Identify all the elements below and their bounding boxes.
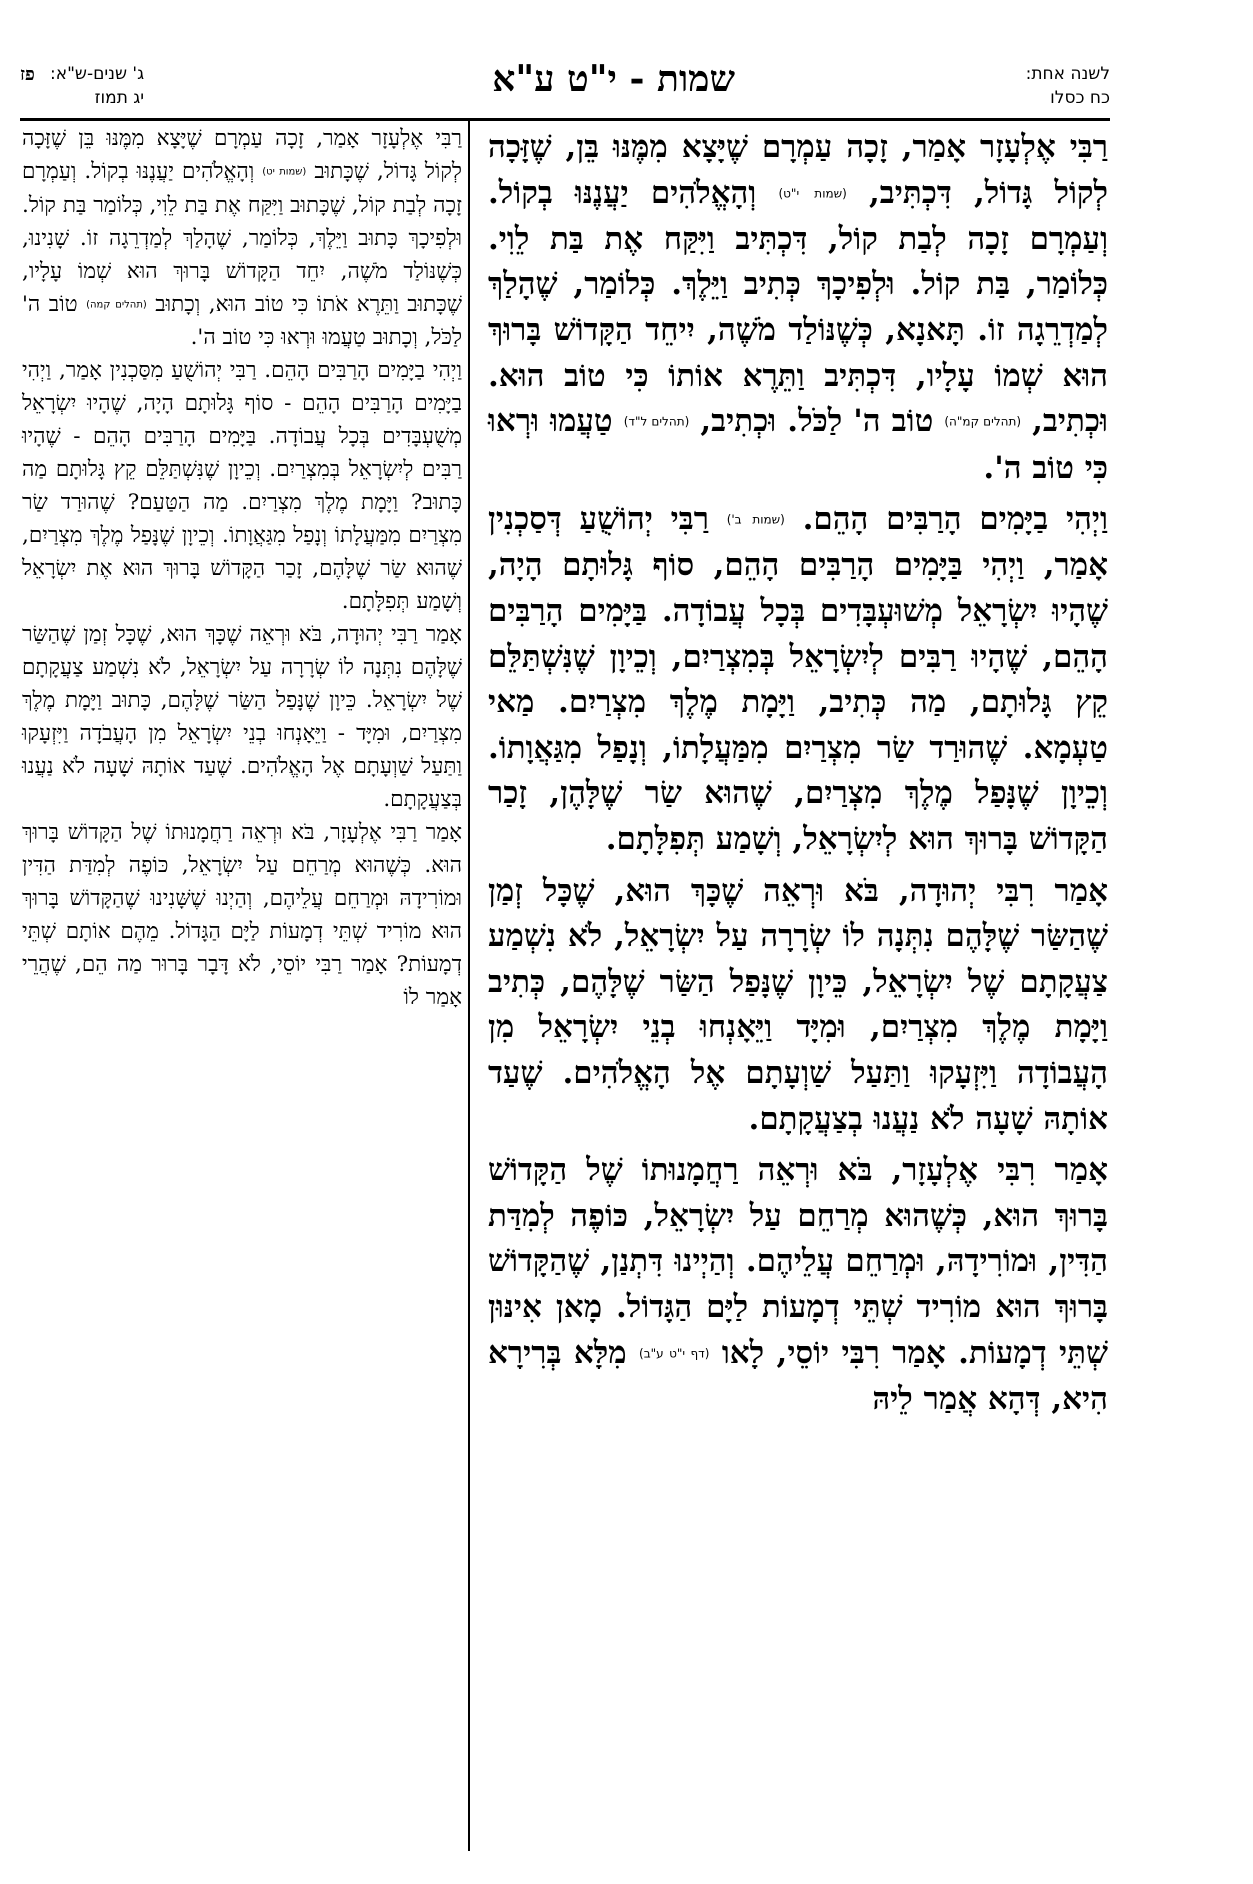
main-paragraph-3 — [488, 869, 1108, 1143]
page-title: שמות - י"ט ע"א — [492, 58, 735, 100]
page-number: פז — [20, 64, 35, 85]
main-text-column — [488, 125, 1108, 1422]
main-p1-text: רַבִּי אֶלְעָזָר אָמַר, זָכָה עַמְרָם שֶׁיָּצָא מִמֶּנּוּ בֵּן, שֶׁזָּכָה לְקוֹל גָּדוֹל, דִּכְתִּיב, — [488, 129, 1108, 211]
side-paragraph-3 — [22, 618, 462, 816]
main-p1-source-ref2: (תהלים קמ"ה) — [944, 414, 1022, 429]
main-paragraph-2 — [488, 497, 1108, 862]
main-p2-text2: רַבִּי יְהוֹשֻׁעַ דְּסַכְנִין אָמַר, וַיְהִי בַּיָּמִים הָרַבִּים הָהֵם, סוֹף גָּלוּתָם הָיָה, שֶׁהָיוּ יִשְׂרָאֵל מְשׁוּעְבָּדִים בְּכָל עֲבוֹדָה. בַּיָּמִים הָרַבִּים הָהֵם, שֶׁהָיוּ רַבִּים לְיִשְׂרָאֵל בְּמִצְרַיִם, וְכֵיוָן שֶׁנִּשְׁתַּלֵּם קֵץ גָּלוּתָם, מַה כְּתִיב, וַיָּמָת מֶלֶךְ מִצְרַיִם. מַאי טַעְמָא. שֶׁהוּרַד שַׂר מִצְרַיִם מִמַּעֲלָתוֹ, וְנָפַל מִגַּאֲוָתוֹ. וְכֵיוָן שֶׁנָּפַל מֶלֶךְ מִצְרַיִם, שֶׁהוּא שַׂר שֶׁלָּהֶן, זָכַר הַקָּדוֹשׁ בָּרוּךְ הוּא לְיִשְׂרָאֵל, וְשָׁמַע תְּפִלָּתָם. — [488, 501, 1108, 858]
main-paragraph-4 — [488, 1148, 1108, 1422]
translation-column — [22, 122, 462, 1014]
side-p1-source-ref2: (תהלים קמה) — [86, 299, 147, 310]
header-divider — [20, 118, 1110, 121]
main-p1-source-ref3: (תהלים ל"ד) — [623, 414, 690, 429]
side-paragraph-4 — [22, 816, 462, 1014]
main-p1-text3: טוֹב ה' לַכֹּל. וּכְתִיב, — [700, 403, 934, 440]
header-right-line2: כח כסלו — [1050, 88, 1110, 108]
side-paragraph-2 — [22, 354, 462, 618]
side-p2-text: וַיְהִי בַיָּמִים הָרַבִּים הָהֵם. רַבִּי יְהוֹשֻׁעַ מִסַּכְנִין אָמַר, וַיְהִי בַיָּמִים הָרַבִּים הָהֵם - סוֹף גָּלוּתָם הָיָה, שֶׁהָיוּ יִשְׂרָאֵל מְשֻׁעְבָּדִים בְּכָל עֲבוֹדָה. בַּיָּמִים הָרַבִּים הָהֵם - שֶׁהָיוּ רַבִּים לְיִשְׂרָאֵל בְּמִצְרַיִם. וְכֵיוָן שֶׁנִּשְׁתַּלֵּם קֵץ גָּלוּתָם מַה כָּתוּב? וַיָּמָת מֶלֶךְ מִצְרַיִם. מַה הַטַּעַם? שֶׁהוּרַד שַׂר מִצְרַיִם מִמַּעֲלָתוֹ וְנָפַל מִגַּאֲוָתוֹ. וְכֵיוָן שֶׁנָּפַל מֶלֶךְ מִצְרַיִם, שֶׁהוּא שַׂר שֶׁלָּהֶם, זָכַר הַקָּדוֹשׁ בָּרוּךְ הוּא אֶת יִשְׂרָאֵל וְשָׁמַע תְּפִלָּתָם. — [22, 358, 462, 614]
header-left-line2: יג תמוז — [94, 88, 145, 108]
page-header — [20, 58, 1110, 118]
header-left-line1: ג' שנים-ש"א: — [50, 64, 145, 84]
side-p1-text2: וְהָאֱלֹהִים יַעֲנֶנּוּ בְקוֹל. וְעַמְרָם זָכָה לְבַת קוֹל, שֶׁכָּתוּב וַיִּקַּח אֶת בַּת לֵוִי, כְּלוֹמַר בַּת קוֹל. וּלְפִיכָךְ כָּתוּב וַיֵּלֶךְ, כְּלוֹמַר, שֶׁהָלַךְ לְמַדְרֵגָה זוֹ. שָׁנִינוּ, כְּשֶׁנּוֹלַד מֹשֶׁה, יִחֵד הַקָּדוֹשׁ בָּרוּךְ הוּא שְׁמוֹ עָלָיו, שֶׁכָּתוּב וַתֵּרֶא אֹתוֹ כִּי טוֹב הוּא, וְכָתוּב — [22, 159, 463, 317]
header-right-line1: לשנה אחת: — [1025, 64, 1110, 84]
main-p4-text: אָמַר רִבִּי אֶלְעָזָר, בֹּא וּרְאֵה רַחֲמָנוּתוֹ שֶׁל הַקָּדוֹשׁ בָּרוּךְ הוּא, כְּשֶׁהוּא מְרַחֵם עַל יִשְׂרָאֵל, כּוֹפֶה לְמִדַּת הַדִּין, וּמוֹרִידָהּ, וּמְרַחֵם עֲלֵיהֶם. וְהַיְינוּ דִּתְנַן, שֶׁהַקָּדוֹשׁ בָּרוּךְ הוּא מוֹרִיד שְׁתֵּי דְמָעוֹת לַיָּם הַגָּדוֹל. מָאן אִינּוּן שְׁתֵּי דְמָעוֹת. אָמַר רִבִּי יוֹסֵי, לָאו — [488, 1152, 1108, 1371]
side-p1-text3: טוֹב ה' לַכֹּל, וְכָתוּב טַעֲמוּ וּרְאוּ כִּי טוֹב ה'. — [22, 291, 462, 350]
side-p3-text: אָמַר רַבִּי יְהוּדָה, בֹּא וּרְאֵה שֶׁכָּךְ הוּא, שֶׁכָּל זְמַן שֶׁהַשַּׂר שֶׁלָּהֶם נִתְּנָה לוֹ שְׂרָרָה עַל יִשְׂרָאֵל, לֹא נִשְׁמַע צַעֲקָתָם שֶׁל יִשְׂרָאֵל. כֵּיוָן שֶׁנָּפַל הַשַּׂר שֶׁלָּהֶם, כָּתוּב וַיָּמָת מֶלֶךְ מִצְרַיִם, וּמִיָּד - וַיֵּאָנְחוּ בְנֵי יִשְׂרָאֵל מִן הָעֲבֹדָה וַיִּזְעָקוּ וַתַּעַל שַׁוְעָתָם אֶל הָאֱלֹהִים. שֶׁעַד אוֹתָהּ שָׁעָה לֹא נַעֲנוּ בְּצַעֲקָתָם. — [22, 622, 462, 812]
main-p4-page-ref: (דף י"ט ע"ב) — [639, 1346, 710, 1361]
side-p1-source-ref: (שמות יט) — [262, 166, 307, 178]
main-p1-text4: טַעֲמוּ וּרְאוּ כִּי טוֹב ה'. — [488, 403, 1108, 486]
column-divider — [468, 121, 470, 1851]
side-p4-text: אָמַר רַבִּי אֶלְעָזָר, בֹּא וּרְאֵה רַחֲמָנוּתוֹ שֶׁל הַקָּדוֹשׁ בָּרוּךְ הוּא. כְּשֶׁהוּא מְרַחֵם עַל יִשְׂרָאֵל, כּוֹפֶה לְמִדַּת הַדִּין וּמוֹרִידָהּ וּמְרַחֵם עֲלֵיהֶם, וְהַיְנוּ שֶׁשָּׁנִינוּ שֶׁהַקָּדוֹשׁ בָּרוּךְ הוּא מוֹרִיד שְׁתֵּי דְמָעוֹת לַיָּם הַגָּדוֹל. מֵהֶם אוֹתָם שְׁתֵּי דְמָעוֹת? אָמַר רַבִּי יוֹסֵי, לֹא דָּבָר בָּרוּר מַה הֵם, שֶׁהֲרֵי אָמַר לוֹ — [22, 820, 462, 1010]
main-p2-source-ref: (שמות ב') — [726, 512, 785, 527]
main-p1-text2: וְהָאֱלֹהִים יַעֲנֶנּוּ בְקוֹל. וְעַמְרָם זָכָה לְבַת קוֹל, דִּכְתִּיב וַיִּקַּח אֶת בַּת לֵוִי. כְּלוֹמַר, בַּת קוֹל. וּלְפִיכָךְ כְּתִיב וַיֵּלֶךְ. כְּלוֹמַר, שֶׁהָלַךְ לְמַדְרֵגָה זוֹ. תָּאנָא, כְּשֶׁנּוֹלַד מֹשֶׁה, יִיחֵד הַקָּדוֹשׁ בָּרוּךְ הוּא שְׁמוֹ עָלָיו, דִּכְתִּיב וַתֵּרֶא אוֹתוֹ כִּי טוֹב הוּא. וּכְתִיב, — [488, 174, 1108, 440]
main-p3-text: אָמַר רִבִּי יְהוּדָה, בֹּא וּרְאֵה שֶׁכָּךְ הוּא, שֶׁכָּל זְמַן שֶׁהַשַּׂר שֶׁלָּהֶם נִתְּנָה לוֹ שְׂרָרָה עַל יִשְׂרָאֵל, לֹא נִשְׁמַע צַעֲקָתָם שֶׁל יִשְׂרָאֵל, כֵּיוָן שֶׁנָּפַל הַשַּׂר שֶׁלָּהֶם, כְּתִיב וַיָּמָת מֶלֶךְ מִצְרַיִם, וּמִיָּד וַיֵּאָנְחוּ בְנֵי יִשְׂרָאֵל מִן הָעֲבוֹדָה וַיִּזְעָקוּ וַתַּעַל שַׁוְעָתָם אֶל הָאֱלֹהִים. שֶׁעַד אוֹתָהּ שָׁעָה לֹא נַעֲנוּ בְצַעֲקָתָם. — [488, 872, 1108, 1137]
header-left-note — [50, 62, 144, 110]
main-p1-source-ref: (שמות י"ט) — [778, 186, 847, 201]
main-p2-text: וַיְהִי בַיָּמִים הָרַבִּים הָהֵם. — [802, 501, 1108, 538]
header-right-note — [1026, 62, 1110, 110]
main-p4-text2: מִלָּא בְּרִירָא הִיא, דְּהָא אֲמַר לֵיהּ — [488, 1334, 1108, 1417]
side-paragraph-1 — [22, 122, 462, 354]
main-paragraph-1 — [488, 125, 1108, 491]
side-p1-text: רַבִּי אֶלְעָזָר אָמַר, זָכָה עַמְרָם שֶׁיָּצָא מִמֶּנּוּ בֵּן שֶׁזָּכָה לְקוֹל גָּדוֹל, שֶׁכָּתוּב — [22, 126, 462, 184]
